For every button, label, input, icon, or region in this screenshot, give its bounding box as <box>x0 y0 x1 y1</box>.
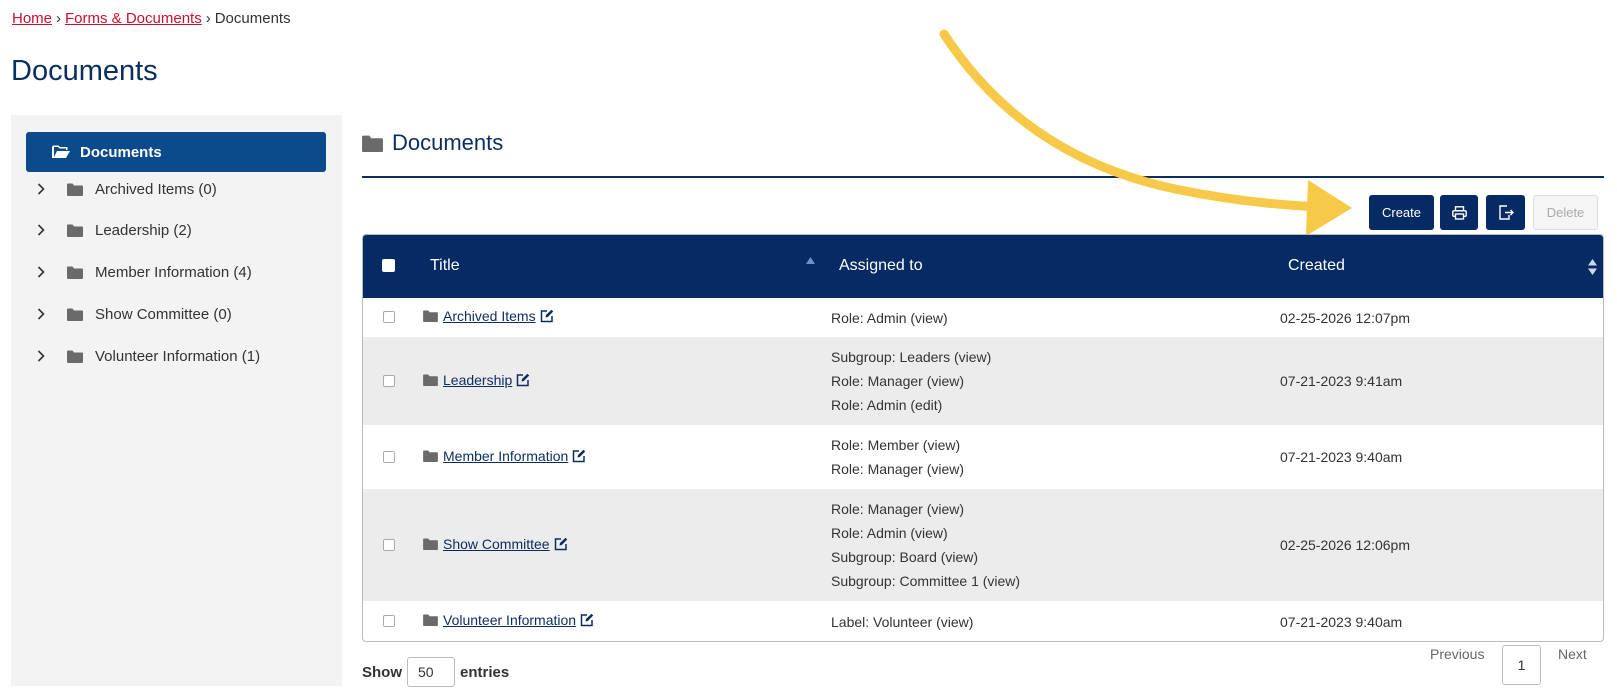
panel-title: Documents <box>392 130 504 155</box>
row-title-cell <box>423 448 586 464</box>
row-checkbox[interactable] <box>383 615 395 627</box>
sidebar-item-label: Archived Items (0) <box>95 180 217 198</box>
show-label: Show <box>362 663 402 681</box>
column-header-assigned[interactable]: Assigned to <box>839 257 923 274</box>
assigned-cell <box>831 497 1020 593</box>
folder-icon <box>423 450 438 462</box>
table-row <box>363 425 1604 489</box>
column-header-created[interactable]: Created <box>1288 257 1345 274</box>
created-cell: 02-25-2026 12:07pm <box>1280 310 1410 326</box>
row-checkbox[interactable] <box>383 539 395 551</box>
row-title-cell <box>423 536 568 552</box>
entries-length-control <box>362 657 509 687</box>
created-cell: 07-21-2023 9:40am <box>1280 614 1403 630</box>
documents-table <box>362 234 1604 642</box>
select-all-checkbox[interactable] <box>382 259 395 272</box>
edit-icon[interactable] <box>516 373 530 387</box>
export-icon <box>1498 205 1514 220</box>
table-row <box>363 601 1604 642</box>
create-button[interactable]: Create <box>1369 195 1434 230</box>
previous-page-button[interactable]: Previous <box>1430 646 1485 662</box>
folder-link[interactable]: Show Committee <box>443 536 550 552</box>
table-row <box>363 298 1604 337</box>
row-title-cell <box>423 372 530 388</box>
created-cell: 07-21-2023 9:41am <box>1280 373 1403 389</box>
delete-button[interactable]: Delete <box>1533 195 1598 230</box>
assignment-entry: Label: Volunteer (view) <box>831 614 974 630</box>
next-page-button[interactable]: Next <box>1558 646 1587 662</box>
assignment-entry: Role: Manager (view) <box>831 461 965 477</box>
edit-icon[interactable] <box>540 309 554 323</box>
export-button[interactable] <box>1486 195 1525 230</box>
entries-label: entries <box>460 663 510 681</box>
table-row <box>363 489 1604 601</box>
breadcrumb-current: Documents <box>214 10 291 27</box>
folder-icon <box>423 614 438 626</box>
created-cell: 02-25-2026 12:06pm <box>1280 537 1410 553</box>
assignment-entry: Subgroup: Board (view) <box>831 549 979 565</box>
assignment-entry: Subgroup: Leaders (view) <box>831 349 992 365</box>
assignment-entry: Subgroup: Committee 1 (view) <box>831 573 1021 589</box>
edit-icon[interactable] <box>580 613 594 627</box>
folder-icon <box>423 310 438 322</box>
assignment-entry: Role: Admin (view) <box>831 310 948 326</box>
folder-link[interactable]: Member Information <box>443 448 569 464</box>
folder-link[interactable]: Leadership <box>443 372 513 388</box>
row-checkbox[interactable] <box>383 375 395 387</box>
print-button[interactable] <box>1440 195 1478 230</box>
breadcrumb-separator: › <box>56 10 62 27</box>
breadcrumb-home-link[interactable]: Home <box>12 10 53 27</box>
sidebar-item-label: Member Information (4) <box>95 263 252 281</box>
table-row <box>363 337 1604 425</box>
assigned-cell <box>831 433 964 481</box>
assigned-cell <box>831 610 973 634</box>
assignment-entry: Role: Admin (edit) <box>831 397 943 413</box>
sidebar-item-label: Show Committee (0) <box>95 305 232 323</box>
entries-select[interactable]: 50 <box>407 657 455 687</box>
sort-asc-icon[interactable] <box>806 257 815 264</box>
column-header-title[interactable]: Title <box>430 257 460 274</box>
print-icon <box>1452 206 1467 220</box>
row-title-cell <box>423 308 554 324</box>
assignment-entry: Role: Manager (view) <box>831 373 965 389</box>
assigned-cell <box>831 306 948 330</box>
assignment-entry: Role: Member (view) <box>831 437 961 453</box>
sidebar-item-label: Volunteer Information (1) <box>95 347 261 365</box>
row-checkbox[interactable] <box>383 451 395 463</box>
row-title-cell <box>423 612 594 628</box>
created-cell: 07-21-2023 9:40am <box>1280 449 1403 465</box>
breadcrumb-forms-link[interactable]: Forms & Documents <box>65 10 202 27</box>
page-title: Documents <box>11 55 158 87</box>
sidebar-item-label: Documents <box>80 143 162 161</box>
breadcrumb-separator: › <box>205 10 211 27</box>
table-header <box>363 235 1604 298</box>
folder-icon <box>423 374 438 386</box>
row-checkbox[interactable] <box>383 311 395 323</box>
assigned-cell <box>831 345 991 417</box>
assignment-entry: Role: Manager (view) <box>831 501 965 517</box>
folder-icon <box>423 538 438 550</box>
sort-icon[interactable] <box>1588 259 1597 275</box>
folder-link[interactable]: Volunteer Information <box>443 612 577 628</box>
edit-icon[interactable] <box>554 537 568 551</box>
page-number-button[interactable]: 1 <box>1502 645 1541 685</box>
folder-link[interactable]: Archived Items <box>443 308 536 324</box>
sidebar-item-label: Leadership (2) <box>95 221 192 239</box>
edit-icon[interactable] <box>572 449 586 463</box>
assignment-entry: Role: Admin (view) <box>831 525 948 541</box>
